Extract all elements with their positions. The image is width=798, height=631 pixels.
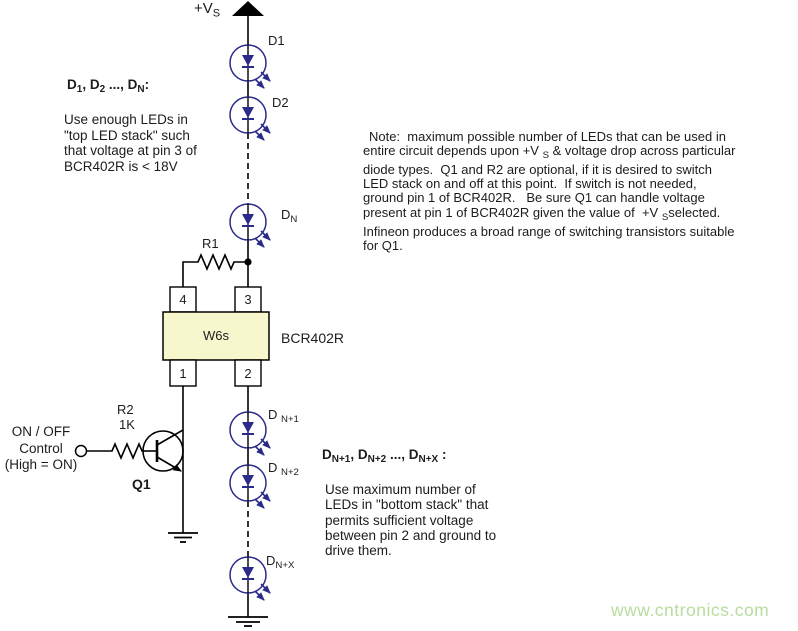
bottom-stack-line: drive them.	[325, 543, 392, 559]
note-line: Infineon produces a broad range of switching transistors suitable	[363, 223, 735, 239]
top-stack-line: Use enough LEDs in	[64, 112, 188, 127]
led-dn1-label: D $_{N+1}$	[268, 407, 299, 426]
bottom-stack-line: permits sufficient voltage	[325, 512, 474, 528]
led-dn	[230, 204, 270, 247]
resistor-r1	[183, 255, 248, 287]
bottom-stack-line: between pin 2 and ground to	[325, 527, 497, 543]
led-d2-label: D2	[272, 95, 289, 110]
control-line-3: (High = ON)	[4, 457, 78, 472]
top-stack-line: BCR402R is < 18V	[64, 158, 178, 174]
ic-marking-label: W6s	[203, 328, 229, 343]
control-line-1: ON / OFF	[11, 424, 71, 439]
ic-pin3-number: 3	[244, 292, 252, 307]
note-line: for Q1.	[363, 237, 403, 253]
resistor-r2	[87, 444, 144, 458]
note-line: ground pin 1 of BCR402R. Be sure Q1 can handle voltage	[363, 190, 705, 206]
note-annotation	[363, 130, 735, 253]
junction-dot	[244, 258, 251, 265]
note-line: LED stack on and off at this point. If switch is not needed,	[363, 176, 697, 192]
ground-symbol-bottom	[228, 617, 268, 626]
top-stack-annotation-body	[64, 112, 197, 174]
led-dn1	[230, 412, 270, 455]
bottom-stack-line: Use maximum number of	[325, 482, 476, 497]
resistor-r1-label: R1	[202, 236, 219, 251]
led-d1-label: D1	[268, 33, 285, 48]
bottom-stack-annotation-body	[325, 482, 496, 558]
bottom-stack-annotation-header: $D_{N+1}$, $D_{N+2}$ ..., $D_{N+X}$ :	[322, 447, 447, 466]
top-stack-annotation-header: $D_1$, $D_2$ ..., $D_N$:	[67, 77, 150, 96]
on-off-control-label	[0, 424, 82, 474]
led-dn2-label: D $_{N+2}$	[268, 460, 299, 479]
resistor-r2-label: R2	[117, 402, 134, 417]
control-line-2: Control	[19, 440, 63, 456]
note-line: entire circuit depends upon +V $_S$ & voltage drop across particular	[363, 143, 736, 162]
note-line: Note: maximum possible number of LEDs that can be used in	[369, 129, 726, 144]
power-supply-label: $+V_S$	[194, 0, 221, 20]
led-dnx	[230, 557, 270, 600]
ic-pin2-number: 2	[244, 366, 252, 381]
top-stack-line: "top LED stack" such	[64, 127, 190, 143]
ic-pin4-number: 4	[179, 292, 187, 307]
led-dn-label: $D_N$	[281, 207, 298, 226]
led-dnx-label: $D_{N+X}$	[266, 553, 295, 572]
note-line: diode types. Q1 and R2 are optional, if it is desired to switch	[363, 162, 713, 178]
top-stack-line: that voltage at pin 3 of	[64, 143, 197, 159]
ground-symbol-q1	[168, 533, 198, 542]
led-d1	[230, 45, 270, 88]
transistor-q1	[143, 430, 183, 471]
note-line: present at pin 1 of BCR402R given the value of +V $_S$selected.	[363, 204, 721, 223]
power-supply-arrow-icon	[232, 1, 264, 16]
ic-part-number-label: BCR402R	[281, 330, 345, 346]
bottom-stack-line: LEDs in "bottom stack" that	[325, 497, 489, 513]
resistor-r2-value: 1K	[119, 417, 135, 432]
led-d2	[230, 97, 270, 140]
watermark-text: www.cntronics.com	[611, 600, 770, 620]
transistor-q1-label: Q1	[132, 476, 151, 492]
led-dn2	[230, 465, 270, 508]
ic-pin1-number: 1	[179, 366, 187, 381]
